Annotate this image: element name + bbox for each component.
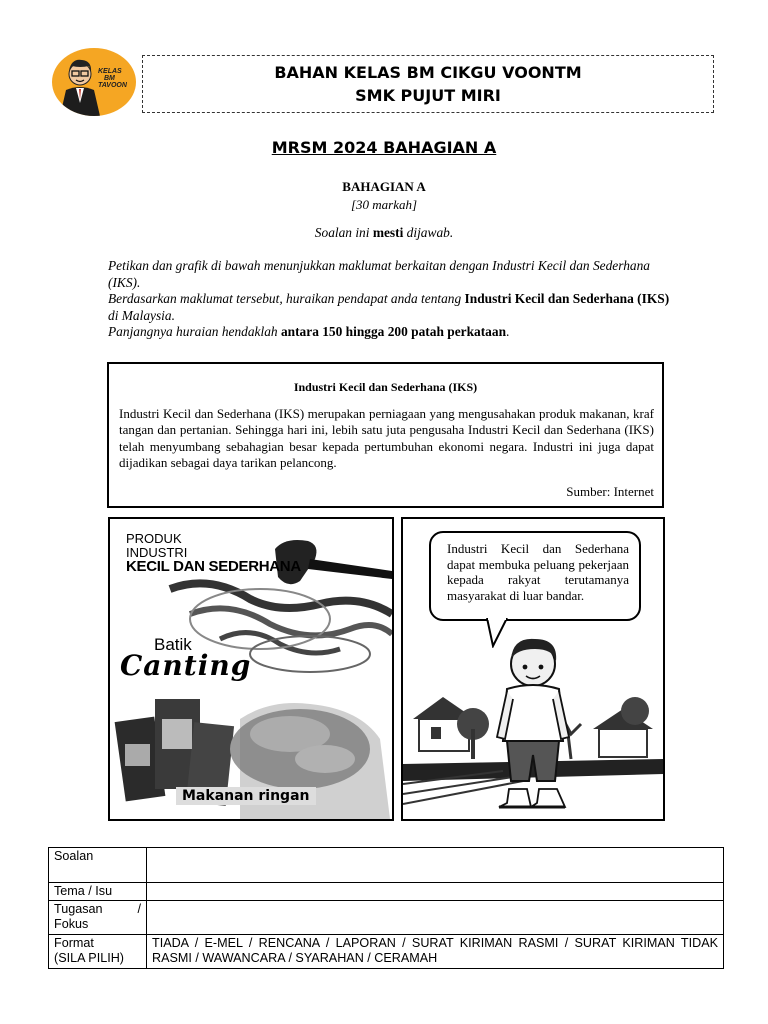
page-title — [0, 138, 768, 158]
answer-planning-table — [48, 847, 724, 969]
instruction-text: Soalan ini — [314, 225, 373, 240]
speech-bubble-text: Industri Kecil dan Sederhana dapat membuka peluang pekerjaan kepada rakyat terutamanya masyarakat di luar bandar. — [447, 541, 629, 603]
speech-bubble-tail-icon — [485, 618, 509, 648]
instruction-text: dijawab. — [403, 225, 454, 240]
table-row — [49, 901, 724, 935]
question-text-part: Berdasarkan maklumat tersebut, huraikan pendapat anda tentang — [108, 291, 465, 306]
iks-box-title: Industri Kecil dan Sederhana (IKS) — [293, 380, 478, 394]
products-illustration-panel — [108, 517, 394, 821]
logo-text-line: TAVOON — [98, 82, 127, 89]
format-options[interactable]: TIADA / E-MEL / RENCANA / LAPORAN / SURAT KIRIMAN RASMI / SURAT KIRIMAN TIDAK RASMI / WAWANCARA / SYARAHAN / CERAMAH — [147, 935, 724, 969]
question-paragraph-3 — [108, 324, 676, 341]
produk-line: PRODUK — [126, 531, 182, 546]
section-marks: [30 markah] — [350, 197, 418, 212]
table-row — [49, 883, 724, 901]
produk-label — [126, 532, 301, 574]
question-bold-part: Industri Kecil dan Sederhana (IKS) — [464, 291, 670, 306]
question-bold-part: antara 150 hingga 200 patah perkataan — [280, 324, 507, 339]
row-label-text: / — [137, 902, 141, 916]
row-value[interactable] — [147, 883, 724, 901]
produk-line-bold: KECIL DAN SEDERHANA — [126, 558, 301, 575]
instruction-bold: mesti — [372, 225, 404, 240]
batik-label: Batik — [154, 635, 192, 654]
section-instruction — [0, 225, 768, 241]
header-line-1: BAHAN KELAS BM CIKGU VOONTM — [274, 63, 582, 82]
logo-text-line: BM — [104, 75, 115, 82]
table-row — [49, 935, 724, 969]
iks-box-source: Sumber: Internet — [566, 484, 654, 499]
speech-bubble — [429, 531, 641, 621]
produk-line: INDUSTRI — [126, 545, 188, 560]
row-label-line — [54, 902, 141, 917]
row-label-text: Tugasan — [54, 902, 103, 916]
logo-text — [98, 68, 127, 89]
row-label: Soalan — [49, 848, 147, 883]
question-text-part: Panjangnya huraian hendaklah — [108, 324, 281, 339]
row-label — [49, 935, 147, 969]
logo-text-line: KELAS — [98, 68, 122, 75]
section-heading: BAHAGIAN A — [342, 179, 426, 194]
iks-info-box — [107, 362, 664, 508]
table-row — [49, 848, 724, 883]
makanan-ringan-label: Makanan ringan — [176, 787, 316, 805]
logo — [52, 48, 136, 116]
row-label-text: Format — [54, 936, 94, 950]
row-label: Tema / Isu — [49, 883, 147, 901]
row-label-text: (SILA PILIH) — [54, 951, 124, 965]
question-paragraph-2 — [108, 291, 676, 324]
question-text-part: . — [506, 324, 510, 339]
boy-speech-panel — [401, 517, 665, 821]
question-text — [108, 258, 676, 341]
question-paragraph-1: Petikan dan grafik di bawah menunjukkan maklumat berkaitan dengan Industri Kecil dan Sederhana (IKS). — [108, 258, 650, 290]
row-label — [49, 901, 147, 935]
header-banner — [142, 55, 714, 113]
row-value[interactable] — [147, 901, 724, 935]
row-value[interactable] — [147, 848, 724, 883]
row-label-text: Fokus — [54, 917, 89, 931]
question-text-part: di Malaysia. — [108, 307, 175, 323]
canting-label: Canting — [120, 649, 252, 682]
header-line-2: SMK PUJUT MIRI — [355, 86, 501, 105]
iks-box-body: Industri Kecil dan Sederhana (IKS) merupakan perniagaan yang mengusahakan produk makanan, kraf tangan dan pertanian. Sehingga hari ini, lebih satu juta pengusaha Industri Kecil dan Sederhana (IKS) telah menyumbang sebahagian besar kepada pertumbuhan ekonomi negara. Industri ini juga dapat dijadikan sebagai daya tarikan pelancong. — [119, 406, 654, 470]
page-title-text: MRSM 2024 BAHAGIAN A — [271, 138, 497, 157]
